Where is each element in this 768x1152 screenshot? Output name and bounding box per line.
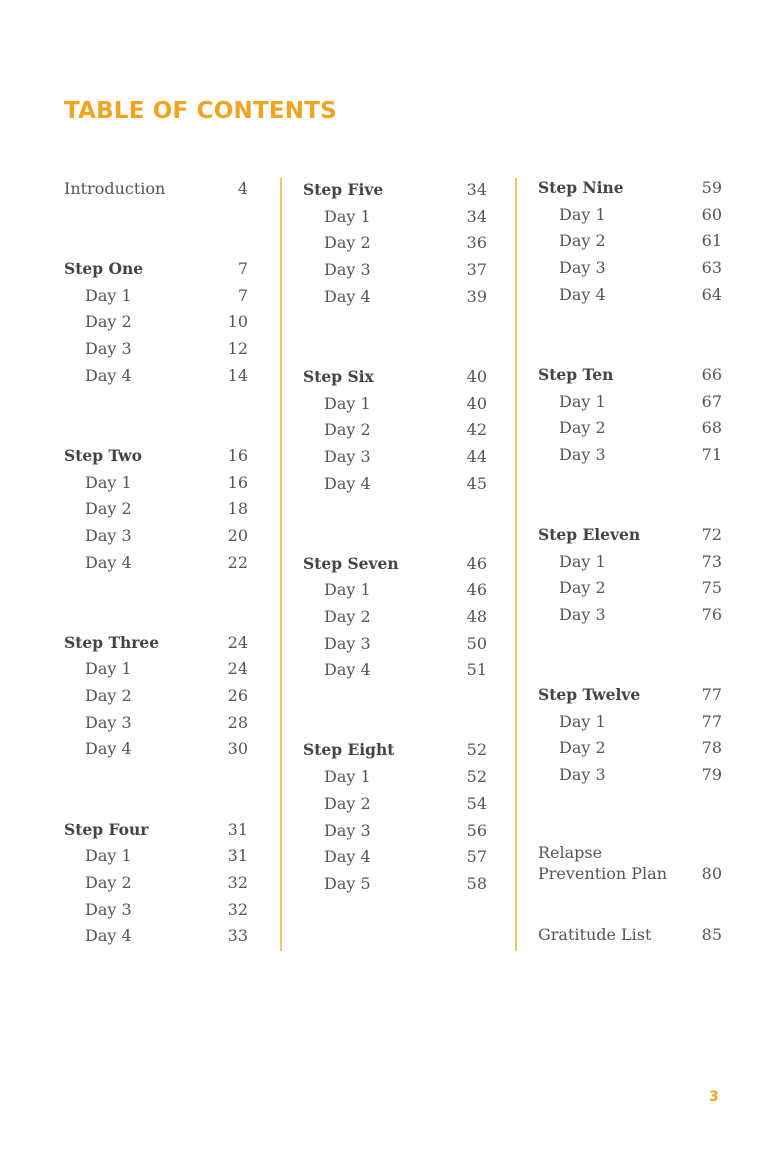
toc-entry[interactable] bbox=[538, 282, 722, 309]
toc-entry-label: Day 1 bbox=[559, 711, 606, 731]
toc-column-1 bbox=[64, 176, 248, 950]
toc-entry[interactable] bbox=[303, 818, 487, 845]
toc-entry[interactable] bbox=[64, 550, 248, 577]
toc-entry-page: 32 bbox=[227, 899, 248, 919]
toc-entry-page: 37 bbox=[466, 260, 487, 280]
toc-entry-label: Step One bbox=[64, 259, 144, 279]
toc-spacer bbox=[64, 576, 248, 629]
toc-entry[interactable] bbox=[303, 444, 487, 471]
toc-entry[interactable] bbox=[538, 175, 722, 202]
toc-entry-page: 24 bbox=[227, 632, 248, 652]
toc-entry-page: 56 bbox=[466, 820, 487, 840]
toc-entry-label: Day 2 bbox=[324, 793, 371, 813]
toc-entry[interactable] bbox=[303, 230, 487, 257]
toc-entry-page: 51 bbox=[466, 660, 487, 680]
toc-entry-page: 77 bbox=[701, 685, 722, 705]
toc-entry[interactable] bbox=[64, 443, 248, 470]
toc-spacer bbox=[303, 310, 487, 363]
toc-entry[interactable] bbox=[303, 871, 487, 898]
toc-entry-label: Day 1 bbox=[85, 285, 132, 305]
toc-entry[interactable] bbox=[303, 764, 487, 791]
toc-entry-label: Day 4 bbox=[85, 365, 132, 385]
page-title: TABLE OF CONTENTS bbox=[64, 98, 337, 124]
toc-entry-page: 14 bbox=[227, 365, 248, 385]
toc-entry[interactable] bbox=[538, 228, 722, 255]
toc-entry-page: 28 bbox=[227, 712, 248, 732]
toc-entry-label: Day 3 bbox=[559, 258, 606, 278]
toc-entry-label: Day 4 bbox=[85, 739, 132, 759]
toc-entry-page: 79 bbox=[701, 765, 722, 785]
toc-entry-label: Day 2 bbox=[85, 499, 132, 519]
toc-entry-label: Day 4 bbox=[324, 660, 371, 680]
toc-entry-page: 30 bbox=[227, 739, 248, 759]
toc-entry-label: Day 4 bbox=[324, 847, 371, 867]
toc-entry[interactable] bbox=[64, 309, 248, 336]
toc-entry-page: 80 bbox=[701, 864, 722, 884]
toc-entry[interactable] bbox=[64, 923, 248, 950]
toc-entry[interactable] bbox=[538, 922, 722, 949]
toc-spacer bbox=[303, 684, 487, 737]
toc-entry-label: Step Seven bbox=[303, 553, 399, 573]
toc-entry-label: Day 3 bbox=[324, 260, 371, 280]
toc-entry[interactable] bbox=[64, 336, 248, 363]
toc-entry-page: 12 bbox=[227, 339, 248, 359]
toc-entry-label: Introduction bbox=[64, 179, 166, 198]
toc-entry[interactable] bbox=[303, 257, 487, 284]
toc-spacer bbox=[538, 789, 722, 842]
toc-entry-page: 33 bbox=[227, 926, 248, 946]
toc-entry-label: Day 4 bbox=[324, 473, 371, 493]
toc-entry[interactable] bbox=[64, 656, 248, 683]
toc-entry[interactable] bbox=[303, 604, 487, 631]
toc-entry[interactable] bbox=[303, 417, 487, 444]
toc-entry-page: 61 bbox=[701, 231, 722, 251]
toc-spacer bbox=[538, 884, 722, 922]
toc-entry-label: Day 4 bbox=[559, 284, 606, 304]
toc-entry-label: Day 4 bbox=[85, 552, 132, 572]
toc-entry-label: Day 1 bbox=[85, 846, 132, 866]
toc-spacer bbox=[64, 390, 248, 443]
toc-entry-label: Day 3 bbox=[324, 446, 371, 466]
toc-entry-label: Relapse Prevention Plan bbox=[538, 843, 667, 884]
toc-entry-page: 22 bbox=[227, 552, 248, 572]
toc-entry-page: 60 bbox=[701, 204, 722, 224]
toc-entry-label: Day 3 bbox=[85, 339, 132, 359]
toc-entry-label: Step Six bbox=[303, 366, 374, 386]
toc-entry-label: Day 3 bbox=[85, 712, 132, 732]
toc-entry[interactable] bbox=[303, 391, 487, 418]
toc-entry-label: Day 3 bbox=[85, 525, 132, 545]
toc-entry[interactable] bbox=[64, 736, 248, 763]
toc-entry-page: 10 bbox=[227, 312, 248, 332]
toc-entry[interactable] bbox=[538, 389, 722, 416]
toc-entry-label: Step Four bbox=[64, 819, 149, 839]
toc-entry-label: Day 1 bbox=[559, 391, 606, 411]
toc-entry-page: 40 bbox=[466, 366, 487, 386]
toc-entry[interactable] bbox=[303, 844, 487, 871]
toc-entry[interactable] bbox=[303, 204, 487, 231]
toc-entry[interactable] bbox=[538, 575, 722, 602]
toc-entry[interactable] bbox=[64, 470, 248, 497]
toc-entry-label: Day 2 bbox=[324, 607, 371, 627]
toc-entry[interactable] bbox=[64, 710, 248, 737]
toc-entry[interactable] bbox=[64, 817, 248, 844]
toc-entry-label: Day 3 bbox=[324, 633, 371, 653]
toc-entry[interactable] bbox=[538, 202, 722, 229]
toc-entry-label: Gratitude List bbox=[538, 925, 652, 945]
toc-entry[interactable] bbox=[64, 897, 248, 924]
toc-entry-page: 45 bbox=[466, 473, 487, 493]
toc-entry-page: 72 bbox=[701, 524, 722, 544]
toc-entry-page: 7 bbox=[237, 285, 248, 305]
toc-entry-page: 26 bbox=[227, 686, 248, 706]
toc-entry-page: 75 bbox=[701, 578, 722, 598]
toc-entry[interactable] bbox=[538, 602, 722, 629]
toc-entry-page: 34 bbox=[466, 180, 487, 199]
toc-entry-page: 20 bbox=[227, 525, 248, 545]
toc-entry-page: 85 bbox=[701, 925, 722, 945]
toc-entry-page: 31 bbox=[227, 846, 248, 866]
toc-entry[interactable] bbox=[303, 577, 487, 604]
page-number: 3 bbox=[709, 1089, 719, 1105]
toc-entry-label: Day 1 bbox=[85, 472, 132, 492]
toc-entry[interactable] bbox=[64, 496, 248, 523]
column-divider bbox=[280, 178, 282, 951]
toc-entry[interactable] bbox=[538, 522, 722, 549]
toc-entry-page: 18 bbox=[227, 499, 248, 519]
toc-entry[interactable] bbox=[538, 709, 722, 736]
toc-spacer bbox=[64, 203, 248, 256]
toc-entry-page: 57 bbox=[466, 847, 487, 867]
toc-entry-label: Step Nine bbox=[538, 178, 624, 197]
toc-column-2 bbox=[303, 177, 487, 898]
toc-entry-label: Day 1 bbox=[324, 767, 371, 787]
toc-entry-page: 4 bbox=[237, 179, 248, 198]
toc-spacer bbox=[538, 629, 722, 682]
toc-entry-page: 52 bbox=[466, 740, 487, 760]
toc-entry-page: 39 bbox=[466, 286, 487, 306]
toc-entry-page: 71 bbox=[701, 444, 722, 464]
toc-entry-label: Day 3 bbox=[559, 605, 606, 625]
toc-entry[interactable] bbox=[64, 630, 248, 657]
toc-entry[interactable] bbox=[538, 842, 722, 884]
toc-entry[interactable] bbox=[538, 735, 722, 762]
toc-entry[interactable] bbox=[538, 549, 722, 576]
toc-entry-page: 34 bbox=[466, 206, 487, 226]
toc-entry-page: 48 bbox=[466, 607, 487, 627]
toc-spacer bbox=[64, 763, 248, 816]
toc-entry-page: 63 bbox=[701, 258, 722, 278]
toc-entry[interactable] bbox=[538, 442, 722, 469]
toc-entry-page: 44 bbox=[466, 446, 487, 466]
toc-entry-label: Day 2 bbox=[559, 418, 606, 438]
toc-entry[interactable] bbox=[64, 523, 248, 550]
toc-entry-page: 16 bbox=[227, 445, 248, 465]
toc-entry-label: Day 1 bbox=[324, 206, 371, 226]
toc-entry-label: Day 4 bbox=[85, 926, 132, 946]
toc-entry-page: 24 bbox=[227, 659, 248, 679]
toc-entry-page: 46 bbox=[466, 553, 487, 573]
toc-entry-page: 67 bbox=[701, 391, 722, 411]
toc-entry[interactable] bbox=[303, 471, 487, 498]
toc-entry[interactable] bbox=[303, 551, 487, 578]
toc-entry-label: Day 3 bbox=[559, 765, 606, 785]
toc-entry-label: Day 2 bbox=[85, 872, 132, 892]
toc-entry-label: Day 1 bbox=[559, 204, 606, 224]
toc-entry-label: Day 2 bbox=[559, 231, 606, 251]
toc-entry-label: Day 2 bbox=[559, 738, 606, 758]
toc-spacer bbox=[303, 497, 487, 550]
toc-column-3 bbox=[538, 175, 722, 949]
toc-entry-label: Day 2 bbox=[85, 686, 132, 706]
toc-entry-label: Step Eleven bbox=[538, 524, 641, 544]
toc-entry[interactable] bbox=[64, 683, 248, 710]
toc-entry-label: Day 5 bbox=[324, 873, 371, 893]
toc-entry-label: Day 3 bbox=[85, 899, 132, 919]
toc-entry-label: Day 2 bbox=[324, 233, 371, 253]
toc-entry-label: Day 3 bbox=[559, 444, 606, 464]
toc-entry[interactable] bbox=[64, 870, 248, 897]
toc-entry[interactable] bbox=[303, 737, 487, 764]
toc-entry-page: 64 bbox=[701, 284, 722, 304]
toc-entry-page: 7 bbox=[237, 259, 248, 279]
toc-entry-label: Step Eight bbox=[303, 740, 395, 760]
toc-entry-page: 77 bbox=[701, 711, 722, 731]
column-divider bbox=[515, 178, 517, 951]
toc-entry-page: 36 bbox=[466, 233, 487, 253]
toc-entry-page: 59 bbox=[701, 178, 722, 197]
toc-entry[interactable] bbox=[64, 843, 248, 870]
toc-entry-page: 78 bbox=[701, 738, 722, 758]
toc-entry-page: 31 bbox=[227, 819, 248, 839]
toc-entry[interactable] bbox=[64, 256, 248, 283]
toc-entry[interactable] bbox=[538, 682, 722, 709]
toc-entry[interactable] bbox=[303, 177, 487, 204]
toc-entry-page: 76 bbox=[701, 605, 722, 625]
toc-entry-label: Day 2 bbox=[85, 312, 132, 332]
toc-entry[interactable] bbox=[303, 631, 487, 658]
toc-spacer bbox=[538, 469, 722, 522]
toc-entry-page: 32 bbox=[227, 872, 248, 892]
toc-entry-page: 50 bbox=[466, 633, 487, 653]
toc-entry-label: Day 1 bbox=[324, 580, 371, 600]
toc-entry-label: Step Three bbox=[64, 632, 160, 652]
toc-entry[interactable] bbox=[64, 283, 248, 310]
toc-entry-label: Day 2 bbox=[559, 578, 606, 598]
toc-entry[interactable] bbox=[64, 363, 248, 390]
toc-entry-label: Day 1 bbox=[324, 393, 371, 413]
toc-entry[interactable] bbox=[303, 364, 487, 391]
toc-entry-page: 54 bbox=[466, 793, 487, 813]
toc-spacer bbox=[538, 308, 722, 361]
toc-entry-label: Day 3 bbox=[324, 820, 371, 840]
toc-entry-label: Day 2 bbox=[324, 420, 371, 440]
toc-entry-label: Day 1 bbox=[559, 551, 606, 571]
toc-entry[interactable] bbox=[538, 255, 722, 282]
toc-entry-label: Step Twelve bbox=[538, 685, 641, 705]
toc-entry-page: 68 bbox=[701, 418, 722, 438]
toc-entry-page: 42 bbox=[466, 420, 487, 440]
toc-entry[interactable] bbox=[538, 362, 722, 389]
toc-entry[interactable] bbox=[303, 657, 487, 684]
toc-entry[interactable] bbox=[538, 415, 722, 442]
toc-entry-page: 66 bbox=[701, 364, 722, 384]
toc-entry[interactable] bbox=[538, 762, 722, 789]
toc-entry-label: Step Five bbox=[303, 180, 384, 199]
toc-entry[interactable] bbox=[303, 791, 487, 818]
toc-entry[interactable] bbox=[64, 176, 248, 203]
toc-entry-label: Step Ten bbox=[538, 364, 614, 384]
toc-entry-page: 58 bbox=[466, 873, 487, 893]
toc-entry-page: 52 bbox=[466, 767, 487, 787]
toc-entry-page: 46 bbox=[466, 580, 487, 600]
toc-entry-label: Day 1 bbox=[85, 659, 132, 679]
toc-entry-page: 16 bbox=[227, 472, 248, 492]
toc-entry-label: Step Two bbox=[64, 445, 142, 465]
toc-entry-page: 73 bbox=[701, 551, 722, 571]
toc-entry-page: 40 bbox=[466, 393, 487, 413]
toc-entry-label: Day 4 bbox=[324, 286, 371, 306]
toc-entry[interactable] bbox=[303, 284, 487, 311]
